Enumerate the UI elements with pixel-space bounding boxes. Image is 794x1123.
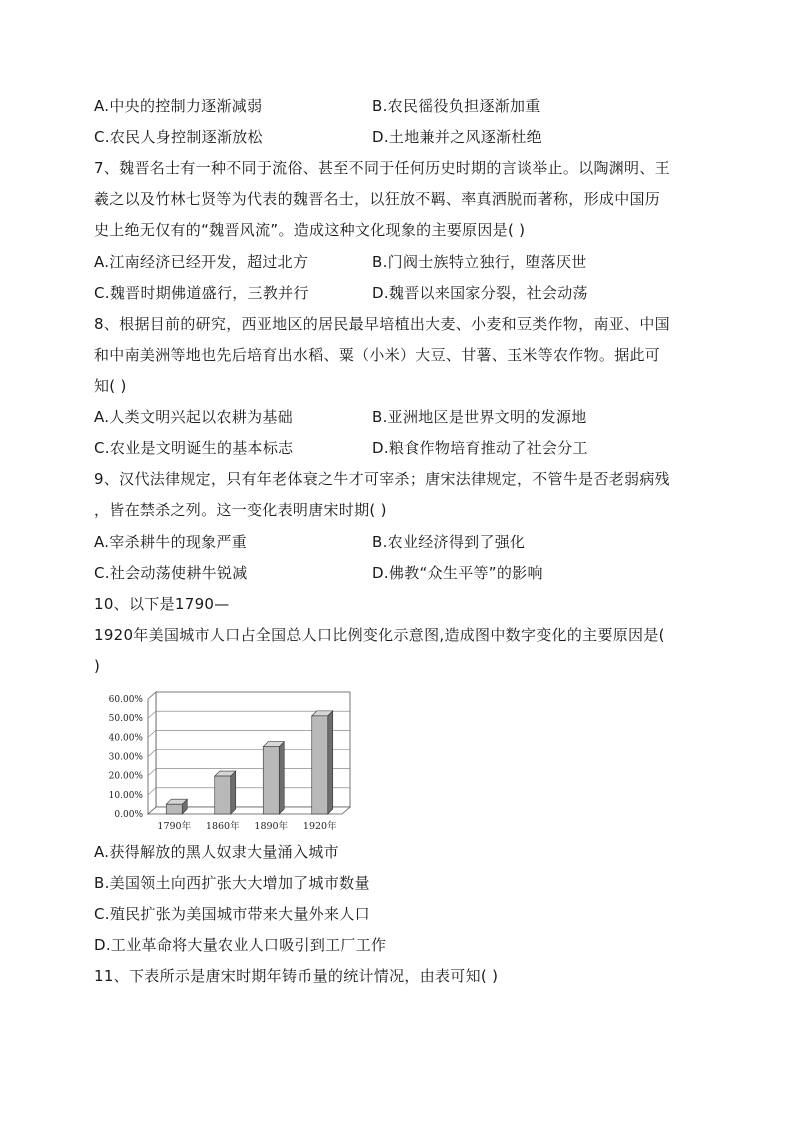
bar-side <box>328 711 333 814</box>
y-tick-label: 10.00% <box>108 790 143 801</box>
x-tick-label: 1790年 <box>157 821 192 832</box>
q7-option-b[interactable]: B.门阀士族特立独行，堕落厌世 <box>372 253 587 271</box>
bar-side <box>279 742 284 814</box>
q10-option-c[interactable]: C.殖民扩张为美国城市带来大量外来人口 <box>94 905 370 923</box>
q11-stem: 11、下表所示是唐宋时期年铸币量的统计情况，由表可知( ) <box>94 967 499 985</box>
y-tick-label: 30.00% <box>108 752 143 763</box>
q7-stem-line-3: 史上绝无仅有的“魏晋风流”。造成这种文化现象的主要原因是( ) <box>94 221 526 239</box>
q7-option-d[interactable]: D.魏晋以来国家分裂，社会动荡 <box>372 284 588 302</box>
urban-population-bar-chart <box>98 684 360 834</box>
q8-stem-line-1: 8、根据目前的研究，西亚地区的居民最早培植出大麦、小麦和豆类作物，南亚、中国 <box>94 315 670 333</box>
q10-option-a[interactable]: A.获得解放的黑人奴隶大量涌入城市 <box>94 843 339 861</box>
q10-stem-line-3: ) <box>94 657 101 675</box>
bar <box>312 716 328 814</box>
q7-option-c[interactable]: C.魏晋时期佛道盛行，三教并行 <box>94 284 309 302</box>
q10-option-d[interactable]: D.工业革命将大量农业人口吸引到工厂工作 <box>94 936 387 954</box>
x-tick-label: 1920年 <box>302 821 337 832</box>
y-tick-label: 0.00% <box>114 810 143 820</box>
x-tick-label: 1890年 <box>254 821 289 832</box>
q8-option-a[interactable]: A.人类文明兴起以农耕为基础 <box>94 408 293 426</box>
q8-option-c[interactable]: C.农业是文明诞生的基本标志 <box>94 439 294 457</box>
x-tick-label: 1860年 <box>205 821 240 832</box>
q6-option-b[interactable]: B.农民徭役负担逐渐加重 <box>372 97 541 115</box>
q9-stem-line-2: ，皆在禁杀之列。这一变化表明唐宋时期( ) <box>94 501 387 519</box>
bar <box>166 804 182 814</box>
q10-stem-line-2: 1920年美国城市人口占全国总人口比例变化示意图,造成图中数字变化的主要原因是( <box>94 626 665 644</box>
q9-option-a[interactable]: A.宰杀耕牛的现象严重 <box>94 533 248 551</box>
q10-stem-line-1: 10、以下是1790— <box>94 595 230 613</box>
q9-option-b[interactable]: B.农业经济得到了强化 <box>372 533 526 551</box>
y-tick-label: 60.00% <box>108 695 143 705</box>
q7-option-a[interactable]: A.江南经济已经开发，超过北方 <box>94 253 309 271</box>
q6-option-c[interactable]: C.农民人身控制逐渐放松 <box>94 128 263 146</box>
q9-option-d[interactable]: D.佛教“众生平等”的影响 <box>372 564 543 582</box>
q6-option-a[interactable]: A.中央的控制力逐渐减弱 <box>94 97 263 115</box>
q9-option-c[interactable]: C.社会动荡使耕牛锐减 <box>94 564 248 582</box>
q9-stem-line-1: 9、汉代法律规定，只有年老体衰之牛才可宰杀；唐宋法律规定，不管牛是否老弱病残 <box>94 470 670 488</box>
bar-side <box>231 771 236 814</box>
q10-option-b[interactable]: B.美国领土向西扩张大大增加了城市数量 <box>94 874 370 892</box>
q8-stem-line-2: 和中南美洲等地也先后培育出水稻、粟（小米）大豆、甘薯、玉米等农作物。据此可 <box>94 346 661 364</box>
q7-stem-line-1: 7、魏晋名士有一种不同于流俗、甚至不同于任何历史时期的言谈举止。以陶渊明、王 <box>94 159 670 177</box>
q8-option-b[interactable]: B.亚洲地区是世界文明的发源地 <box>372 408 587 426</box>
bar <box>215 776 231 814</box>
y-tick-label: 40.00% <box>108 733 143 744</box>
q7-stem-line-2: 羲之以及竹林七贤等为代表的魏晋名士，以狂放不羁、率真洒脱而著称，形成中国历 <box>94 190 661 208</box>
y-tick-label: 20.00% <box>108 771 143 782</box>
bar <box>263 747 279 814</box>
y-tick-label: 50.00% <box>108 714 143 725</box>
q6-option-d[interactable]: D.土地兼并之风逐渐杜绝 <box>372 128 542 146</box>
q8-stem-line-3: 知( ) <box>94 377 127 395</box>
q8-option-d[interactable]: D.粮食作物培育推动了社会分工 <box>372 439 588 457</box>
